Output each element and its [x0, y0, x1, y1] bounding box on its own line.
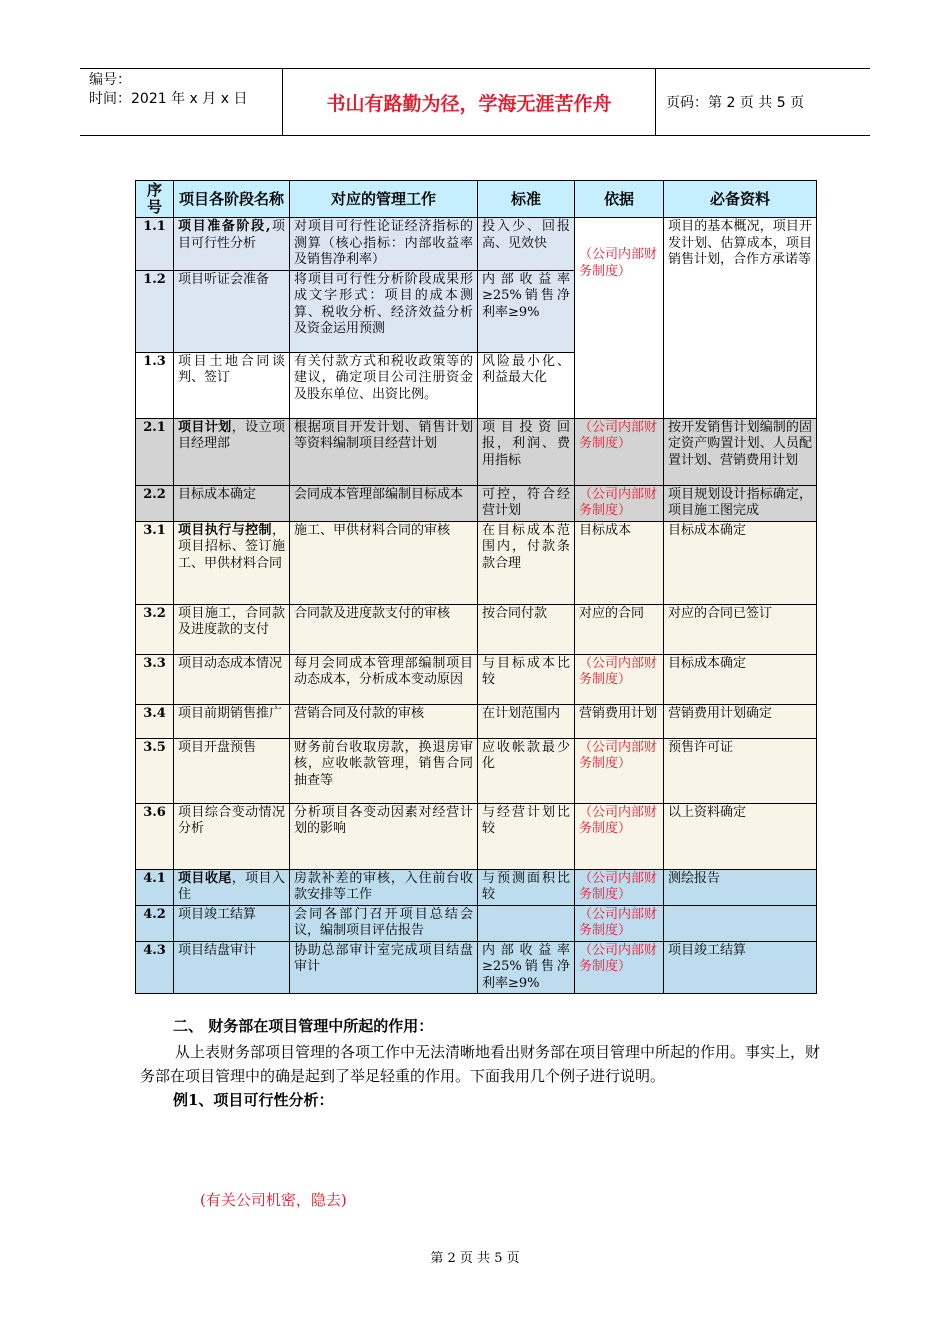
- row-standard: 在目标成本范围内，付款条款合理: [478, 521, 575, 604]
- stage-text: 项目可行性分析: [178, 219, 285, 251]
- table-row: [136, 485, 817, 521]
- row-stage: 项目竣工结算: [174, 905, 290, 941]
- row-standard: 应收帐款最少化: [478, 738, 575, 803]
- row-work: 分析项目各变动因素对经营计划的影响: [290, 803, 478, 869]
- confidential-note: (有关公司机密，隐去): [200, 1191, 347, 1209]
- header-page-label: 页码：第 2 页 共 5 页: [666, 95, 805, 111]
- row-num: 2.1: [136, 418, 174, 485]
- row-num: 3.5: [136, 738, 174, 803]
- row-basis: （公司内部财务制度）: [575, 869, 664, 905]
- row-material: 营销费用计划确定: [664, 704, 817, 738]
- stage-bold: 项目准备阶段,: [178, 219, 271, 234]
- header-motto: 书山有路勤为径，学海无涯苦作舟: [283, 69, 656, 135]
- row-work: 会同成本管理部编制目标成本: [290, 485, 478, 521]
- row-work: 会同各部门召开项目总结会议，编制项目评估报告: [290, 905, 478, 941]
- row-work: 房款补差的审核，入住前台收款安排等工作: [290, 869, 478, 905]
- header-standard: 标准: [478, 181, 575, 218]
- table-row: [136, 905, 817, 941]
- row-work: 合同款及进度款支付的审核: [290, 604, 478, 654]
- row-num: 4.2: [136, 905, 174, 941]
- row-basis: （公司内部财务制度）: [575, 485, 664, 521]
- row-work: 将项目可行性分析阶段成果形成文字形式：项目的成本测算、税收分析、经济效益分析及资金运用预测: [290, 270, 478, 352]
- row-stage: 项目前期销售推广: [174, 704, 290, 738]
- row-material: 项目的基本概况，项目开发计划、估算成本，项目销售计划，合作方承诺等: [664, 218, 817, 419]
- row-stage: 项目动态成本情况: [174, 654, 290, 704]
- row-work: 营销合同及付款的审核: [290, 704, 478, 738]
- row-standard: 风险最小化、利益最大化: [478, 352, 575, 418]
- row-material: 目标成本确定: [664, 654, 817, 704]
- row-basis: （公司内部财务制度）: [575, 941, 664, 994]
- row-stage: 项目听证会准备: [174, 270, 290, 352]
- section-title: 二、 财务部在项目管理中所起的作用：: [173, 1017, 434, 1035]
- row-standard: 在计划范围内: [478, 704, 575, 738]
- stage-text: ，项目招标、签订施工、甲供材料合同: [178, 522, 285, 571]
- row-stage: [174, 418, 290, 485]
- header-num: 序号: [136, 181, 174, 218]
- example-title: 例1、项目可行性分析：: [173, 1091, 334, 1109]
- body-paragraph: 从上表财务部项目管理的各项工作中无法清晰地看出财务部在项目管理中所起的作用。事实上，财务部在项目管理中的确是起到了举足轻重的作用。下面我用几个例子进行说明。: [140, 1043, 821, 1085]
- stage-text: ，项目入住: [178, 870, 285, 902]
- row-standard: 与预测面积比较: [478, 869, 575, 905]
- row-num: 3.4: [136, 704, 174, 738]
- row-num: 4.1: [136, 869, 174, 905]
- row-standard: 内部收益率≥25%销售净利率≥9%: [478, 270, 575, 352]
- row-stage: 项目综合变动情况分析: [174, 803, 290, 869]
- row-work: 财务前台收取房款，换退房审核，应收帐款管理，销售合同抽查等: [290, 738, 478, 803]
- table-row: [136, 738, 817, 803]
- table-row: [136, 521, 817, 604]
- row-stage: [174, 869, 290, 905]
- row-stage: 项目结盘审计: [174, 941, 290, 994]
- row-stage: [174, 521, 290, 604]
- row-num: 3.2: [136, 604, 174, 654]
- row-standard: 可控，符合经营计划: [478, 485, 575, 521]
- row-basis: （公司内部财务制度）: [575, 654, 664, 704]
- page-header: [80, 68, 870, 136]
- basis-text: （公司内部财务制度）: [579, 247, 658, 279]
- row-stage: 项目土地合同谈判、签订: [174, 352, 290, 418]
- header-work: 对应的管理工作: [290, 181, 478, 218]
- row-num: 4.3: [136, 941, 174, 994]
- stage-bold: 项目收尾: [178, 870, 232, 886]
- table-row: [136, 604, 817, 654]
- time-label: 时间：2021 年 x 月 x 日: [89, 91, 248, 107]
- table-header-row: [136, 181, 817, 218]
- row-standard: 按合同付款: [478, 604, 575, 654]
- stage-bold: 项目执行与控制: [178, 522, 272, 538]
- row-stage: 项目施工，合同款及进度款的支付: [174, 604, 290, 654]
- row-num: 1.3: [136, 352, 174, 418]
- row-standard: 投入少、回报高、见效快: [478, 218, 575, 271]
- row-material: 对应的合同已签订: [664, 604, 817, 654]
- row-num: 2.2: [136, 485, 174, 521]
- row-basis: 营销费用计划: [575, 704, 664, 738]
- row-work: 根据项目开发计划、销售计划等资料编制项目经营计划: [290, 418, 478, 485]
- table-row: [136, 218, 817, 271]
- header-material: 必备资料: [664, 181, 817, 218]
- table-row: [136, 704, 817, 738]
- row-num: 3.3: [136, 654, 174, 704]
- row-basis: （公司内部财务制度）: [575, 803, 664, 869]
- header-basis: 依据: [575, 181, 664, 218]
- row-material: 项目竣工结算: [664, 941, 817, 994]
- table-row: [136, 654, 817, 704]
- table-row: [136, 869, 817, 905]
- row-material: 目标成本确定: [664, 521, 817, 604]
- header-meta: [80, 69, 283, 135]
- row-stage: 项目开盘预售: [174, 738, 290, 803]
- page-footer: 第 2 页 共 5 页: [430, 1251, 520, 1266]
- row-basis: [575, 218, 664, 419]
- row-material: 按开发销售计划编制的固定资产购置计划、人员配置计划、营销费用计划: [664, 418, 817, 485]
- stage-bold: 项目计划: [178, 419, 232, 435]
- row-standard: 内部收益率≥25%销售净利率≥9%: [478, 941, 575, 994]
- stage-text: ，设立项目经理部: [178, 419, 285, 451]
- row-stage: [174, 218, 290, 271]
- row-standard: [478, 905, 575, 941]
- row-num: 3.1: [136, 521, 174, 604]
- row-material: [664, 905, 817, 941]
- table-row: [136, 803, 817, 869]
- row-basis: （公司内部财务制度）: [575, 738, 664, 803]
- code-label: 编号：: [89, 72, 131, 88]
- row-basis: （公司内部财务制度）: [575, 418, 664, 485]
- row-standard: 与经营计划比较: [478, 803, 575, 869]
- row-standard: 与目标成本比较: [478, 654, 575, 704]
- table-row: [136, 418, 817, 485]
- row-work: 施工、甲供材料合同的审核: [290, 521, 478, 604]
- row-material: 以上资料确定: [664, 803, 817, 869]
- row-stage: 目标成本确定: [174, 485, 290, 521]
- row-basis: 对应的合同: [575, 604, 664, 654]
- row-material: 项目规划设计指标确定，项目施工图完成: [664, 485, 817, 521]
- table-row: [136, 941, 817, 994]
- row-work: 对项目可行性论证经济指标的测算（核心指标：内部收益率及销售净利率）: [290, 218, 478, 271]
- row-num: 1.2: [136, 270, 174, 352]
- row-basis: （公司内部财务制度）: [575, 905, 664, 941]
- row-standard: 项目投资回报，利润、费用指标: [478, 418, 575, 485]
- project-management-table: [135, 180, 817, 994]
- row-material: 预售许可证: [664, 738, 817, 803]
- row-work: 每月会同成本管理部编制项目动态成本，分析成本变动原因: [290, 654, 478, 704]
- row-basis: 目标成本: [575, 521, 664, 604]
- row-work: 协助总部审计室完成项目结盘审计: [290, 941, 478, 994]
- row-num: 3.6: [136, 803, 174, 869]
- row-num: 1.1: [136, 218, 174, 271]
- row-material: 测绘报告: [664, 869, 817, 905]
- header-stage: 项目各阶段名称: [174, 181, 290, 218]
- row-work: 有关付款方式和税收政策等的建议，确定项目公司注册资金及股东单位、出资比例。: [290, 352, 478, 418]
